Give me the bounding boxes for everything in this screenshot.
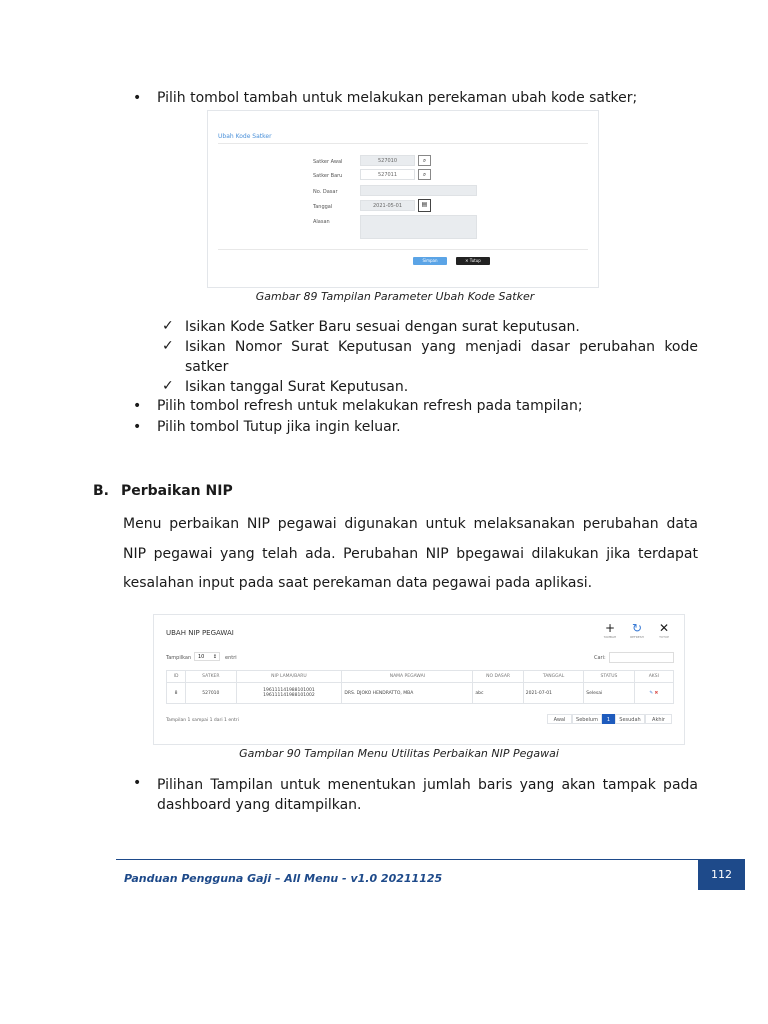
satker-awal-input[interactable]: 527010 (360, 155, 415, 166)
form-title: Ubah Kode Satker (218, 133, 272, 140)
figure-ubah-nip (153, 614, 685, 745)
body-line: NIP pegawai yang telah ada. Perubahan NIP bpegawai dilakukan jika terdapat (123, 546, 698, 562)
section-letter: B. (93, 483, 109, 499)
pager-current[interactable]: 1 (602, 714, 615, 724)
field-label-tanggal: Tanggal (313, 204, 333, 210)
tambah-button[interactable]: + TAMBAH (598, 621, 622, 639)
section-title: Perbaikan NIP (121, 483, 233, 499)
refresh-button[interactable]: ↻ REFRESH (625, 621, 649, 639)
refresh-icon: ↻ (631, 621, 643, 635)
close-icon: ✕ (658, 621, 670, 635)
check-item: Isikan Kode Satker Baru sesuai dengan surat keputusan. (185, 319, 580, 335)
figure-caption: Gambar 90 Tampilan Menu Utilitas Perbaikan NIP Pegawai (239, 747, 559, 760)
bullet-text: Pilih tombol tambah untuk melakukan perekaman ubah kode satker; (157, 90, 638, 106)
field-label-no-dasar: No. Dasar (313, 189, 338, 195)
tutup-button[interactable]: ✕ Tutup (456, 257, 490, 265)
calendar-icon[interactable]: ▤ (418, 199, 431, 212)
edit-icon[interactable]: ✎ (649, 690, 654, 696)
field-label-satker-baru: Satker Baru (313, 173, 343, 179)
pager-first[interactable]: Awal (547, 714, 572, 724)
pager-next[interactable]: Sesudah (615, 714, 645, 724)
tanggal-input[interactable]: 2021-05-01 (360, 200, 415, 211)
search-icon[interactable]: ⌕ (418, 155, 431, 166)
body-line: Menu perbaikan NIP pegawai digunakan untuk melaksanakan perubahan data (123, 516, 698, 532)
bullet-text: Pilih tombol refresh untuk melakukan refresh pada tampilan; (157, 398, 583, 414)
figure-caption: Gambar 89 Tampilan Parameter Ubah Kode Satker (255, 290, 535, 303)
bullet-text: Pilihan Tampilan untuk menentukan jumlah baris yang akan tampak pada (157, 777, 698, 793)
page-number: 112 (698, 859, 745, 890)
chevron-down-icon: ↕ (212, 654, 217, 660)
check-item: Isikan Nomor Surat Keputusan yang menjadi dasar perubahan kode (185, 339, 698, 355)
body-line: kesalahan input pada saat perekaman data pegawai pada aplikasi. (123, 575, 593, 591)
entries-label: entri (225, 655, 237, 661)
check-item-continued: satker (185, 359, 229, 375)
no-dasar-input[interactable] (360, 185, 477, 196)
field-label-satker-awal: Satker Awal (313, 159, 343, 165)
trash-icon[interactable]: ✖ (654, 690, 659, 696)
check-item: Isikan tanggal Surat Keputusan. (185, 379, 409, 395)
plus-icon: + (604, 621, 616, 635)
footer-rule (116, 859, 698, 860)
table-row[interactable]: 8 527010 196111141988101001 196111141988101002 DRS. DJOKO HENDRATTO, MBA abc 2021-07-01 Selesai ✎ ✖ (167, 683, 674, 704)
simpan-button[interactable]: Simpan (413, 257, 447, 265)
field-label-alasan: Alasan (313, 219, 330, 225)
search-label: Cari: (594, 655, 606, 661)
bullet-text: Pilih tombol Tutup jika ingin keluar. (157, 419, 401, 435)
tutup-button[interactable]: ✕ TUTUP (652, 621, 676, 639)
search-icon[interactable]: ⌕ (418, 169, 431, 180)
satker-baru-input[interactable]: 527011 (360, 169, 415, 180)
footer-text: Panduan Pengguna Gaji – All Menu - v1.0 20211125 (124, 872, 443, 885)
pager-last[interactable]: Akhir (645, 714, 672, 724)
page-size-select[interactable]: 10 ↕ (194, 652, 220, 661)
bullet-text-continued: dashboard yang ditampilkan. (157, 797, 362, 813)
table-info: Tampilan 1 sampai 1 dari 1 entri (166, 718, 239, 723)
search-input[interactable] (609, 652, 674, 663)
figure-ubah-kode-satker (207, 110, 599, 288)
show-label: Tampilkan (166, 655, 192, 661)
panel-title: UBAH NIP PEGAWAI (166, 629, 234, 637)
pager-previous[interactable]: Sebelum (572, 714, 602, 724)
alasan-textarea[interactable] (360, 215, 477, 239)
data-table: ID SATKER NIP LAMA/BARU NAMA PEGAWAI NO DASAR TANGGAL STATUS AKSI 8 527010 196111141988101001 196111141988101002 DRS. DJOKO HENDRATTO, MBA abc 2021-07-01 Selesai ✎ ✖ (166, 670, 674, 704)
